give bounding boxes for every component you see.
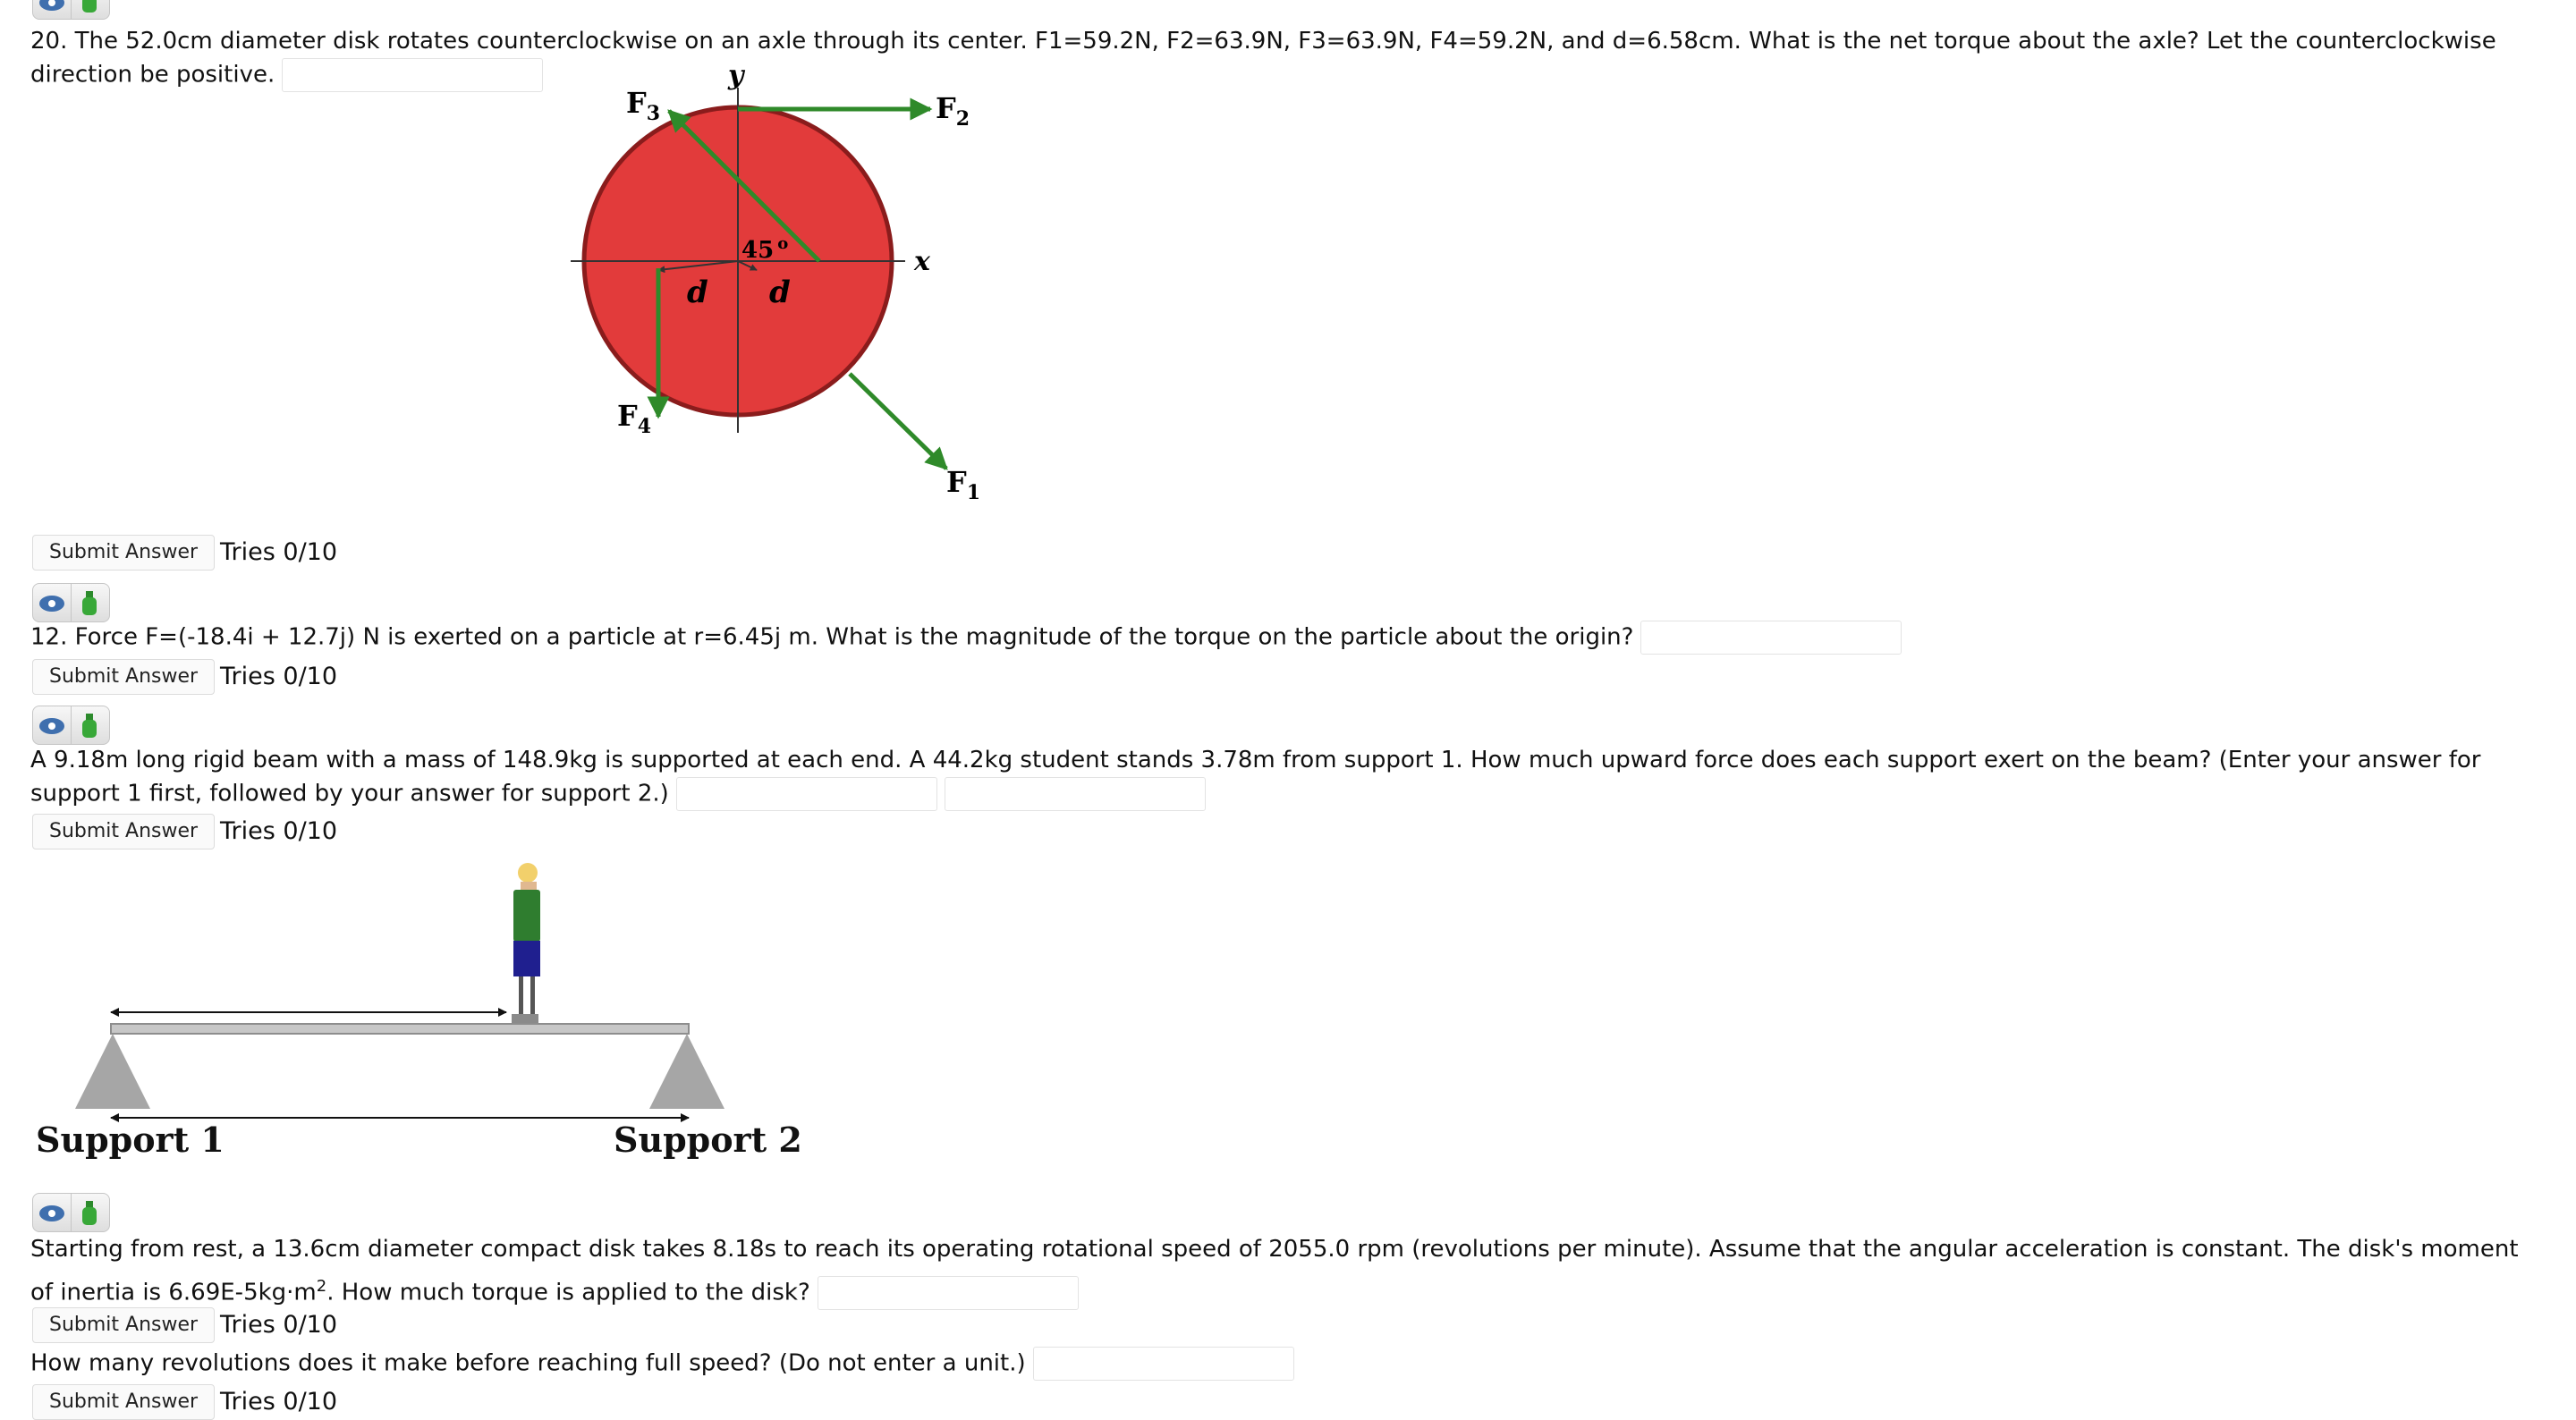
beam <box>111 1024 689 1034</box>
feedback-bottle-icon[interactable] <box>71 0 110 20</box>
support-2-label: Support 2 <box>614 1120 802 1160</box>
hint-eye-icon[interactable] <box>32 583 72 622</box>
support-1-label: Support 1 <box>36 1120 225 1160</box>
f2-label: $F_2$ <box>936 91 970 131</box>
beam-support1-input[interactable] <box>676 777 937 811</box>
cd-exponent: 2 <box>316 1277 327 1296</box>
hint-eye-icon[interactable] <box>32 1193 72 1232</box>
beam-icon-pair <box>32 706 111 745</box>
support-2-triangle <box>649 1034 724 1109</box>
f4-label: $F_4$ <box>617 399 652 438</box>
cd-question-text-end: . How much torque is applied to the disk? <box>326 1279 810 1306</box>
angle-label: 45 $^o$ <box>741 234 789 264</box>
cd-revolutions-question <box>30 1347 2535 1381</box>
q20-question <box>30 25 2535 92</box>
beam-question-text: A 9.18m long rigid beam with a mass of 148.9kg is supported at each end. A 44.2kg student stands 3.78m from support 1. How much upward force does each support exert on the beam? (Enter your answer for support 1 first, followed by your answer for support 2.) <box>30 747 2481 807</box>
cd-revolutions-submit-button[interactable]: Submit Answer <box>32 1384 215 1420</box>
hint-eye-icon[interactable] <box>32 0 72 20</box>
d-label-right: d <box>769 275 791 310</box>
q12-question <box>30 621 2535 655</box>
feedback-bottle-icon[interactable] <box>71 1193 110 1232</box>
q12-tries-counter: Tries 0/10 <box>220 663 338 690</box>
q12-answer-input[interactable] <box>1640 621 1902 655</box>
cd-torque-input[interactable] <box>818 1276 1079 1310</box>
q12-question-text: 12. Force F=(-18.4i + 12.7j) N is exerted on a particle at r=6.45j m. What is the magnitude of the torque on the particle about the origin? <box>30 623 1634 651</box>
beam-support2-input[interactable] <box>945 777 1206 811</box>
q20-disk-figure <box>555 57 1020 522</box>
q12-icon-pair <box>32 583 111 622</box>
f1-label: $F_1$ <box>946 465 981 504</box>
feedback-bottle-icon[interactable] <box>71 583 110 622</box>
q20-tries-counter: Tries 0/10 <box>220 538 338 566</box>
cd-icon-pair <box>32 1193 111 1232</box>
beam-question <box>30 744 2535 811</box>
cd-question-text: Starting from rest, a 13.6cm diameter compact disk takes 8.18s to reach its operating rotational speed of 2055.0 rpm (revolutions per minute). Assume that the angular acceleration is constant. The disk's moment of inertia is 6.69E-5kg·m <box>30 1236 2519 1306</box>
cd-revolutions-input[interactable] <box>1033 1347 1294 1381</box>
beam-submit-button[interactable]: Submit Answer <box>32 814 215 849</box>
x-axis-label: x <box>914 246 930 277</box>
q20-icon-pair <box>32 0 111 20</box>
hint-eye-icon[interactable] <box>32 706 72 745</box>
cd-torque-submit-button[interactable]: Submit Answer <box>32 1307 215 1343</box>
q20-question-text: 20. The 52.0cm diameter disk rotates counterclockwise on an axle through its center. F1=59.2N, F2=63.9N, F3=63.9N, F4=59.2N, and d=6.58cm. What is the net torque about the axle? Let the counterclockwise direction be positive. <box>30 28 2496 89</box>
q20-submit-button[interactable]: Submit Answer <box>32 535 215 571</box>
beam-figure <box>63 854 760 1122</box>
beam-tries-counter: Tries 0/10 <box>220 817 338 845</box>
force-f1-arrow <box>850 374 946 469</box>
y-axis-label: y <box>728 60 744 91</box>
cd-question <box>30 1230 2535 1312</box>
cd-revolutions-text: How many revolutions does it make before reaching full speed? (Do not enter a unit.) <box>30 1349 1026 1377</box>
student-figure <box>512 863 540 1023</box>
f3-label: $F_3$ <box>626 86 661 125</box>
cd-revolutions-tries-counter: Tries 0/10 <box>220 1388 338 1416</box>
q20-answer-input[interactable] <box>282 58 543 92</box>
q12-submit-button[interactable]: Submit Answer <box>32 659 215 695</box>
support-1-triangle <box>75 1034 150 1109</box>
cd-torque-tries-counter: Tries 0/10 <box>220 1311 338 1339</box>
feedback-bottle-icon[interactable] <box>71 706 110 745</box>
d-label-left: d <box>687 275 708 310</box>
